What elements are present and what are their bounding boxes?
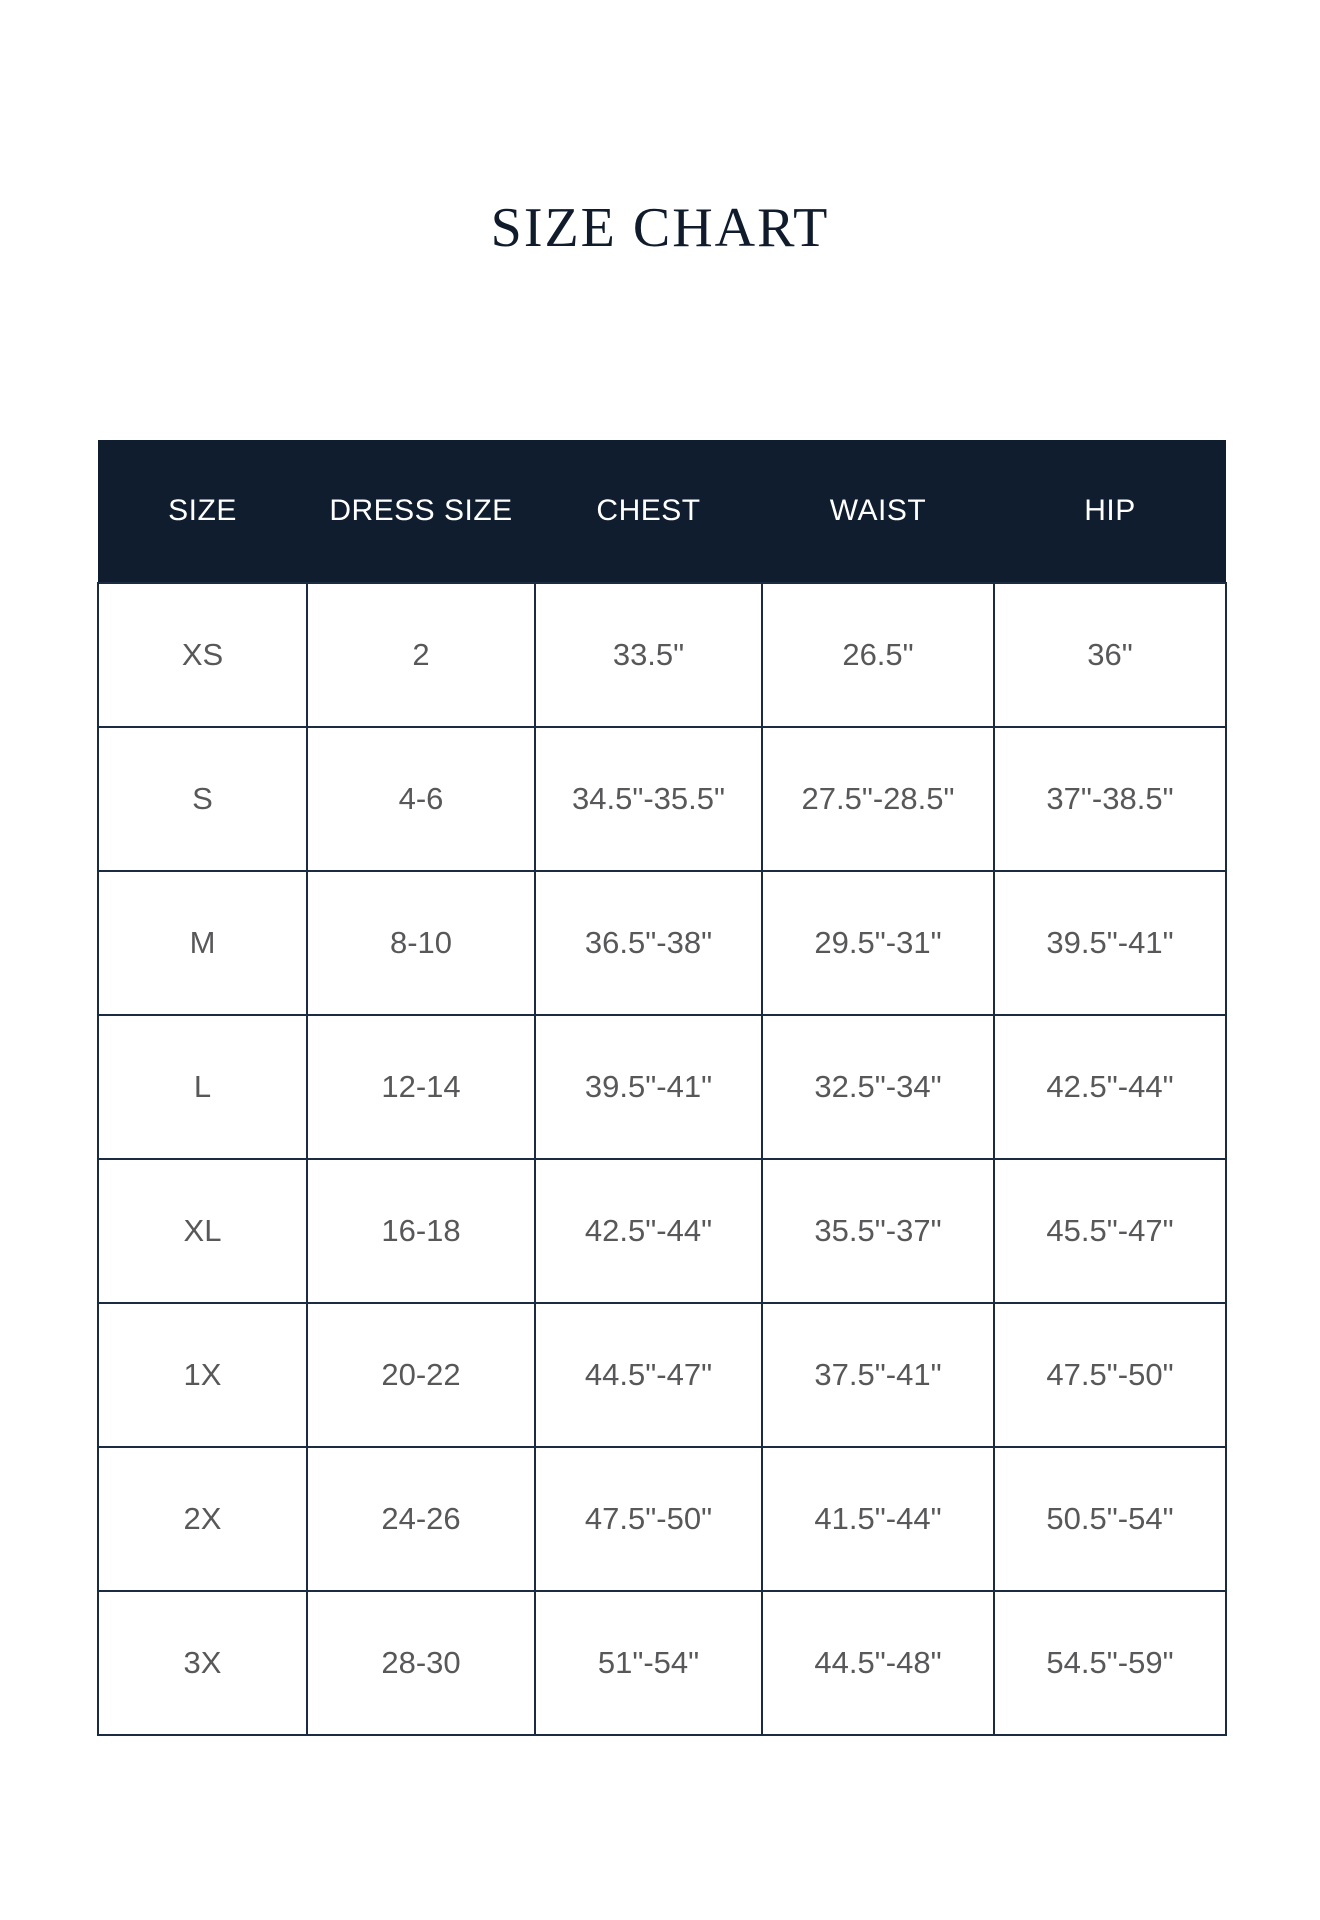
cell-size: S xyxy=(98,727,307,871)
table-header-row xyxy=(98,440,1226,583)
cell-size: XS xyxy=(98,583,307,727)
table-header xyxy=(98,440,1226,583)
cell-hip: 36" xyxy=(994,583,1226,727)
cell-hip: 47.5"-50" xyxy=(994,1303,1226,1447)
cell-dress-size: 8-10 xyxy=(307,871,535,1015)
cell-waist: 32.5"-34" xyxy=(762,1015,994,1159)
cell-chest: 42.5"-44" xyxy=(535,1159,762,1303)
cell-waist: 35.5"-37" xyxy=(762,1159,994,1303)
cell-chest: 34.5"-35.5" xyxy=(535,727,762,871)
table-row xyxy=(98,583,1226,727)
cell-dress-size: 20-22 xyxy=(307,1303,535,1447)
page-title: SIZE CHART xyxy=(490,197,830,259)
cell-size: XL xyxy=(98,1159,307,1303)
table-row xyxy=(98,1303,1226,1447)
cell-waist: 41.5"-44" xyxy=(762,1447,994,1591)
cell-hip: 42.5"-44" xyxy=(994,1015,1226,1159)
cell-dress-size: 2 xyxy=(307,583,535,727)
cell-dress-size: 4-6 xyxy=(307,727,535,871)
size-chart-table xyxy=(97,440,1227,1736)
table-row xyxy=(98,871,1226,1015)
cell-size: L xyxy=(98,1015,307,1159)
column-header-waist: WAIST xyxy=(762,440,994,583)
cell-dress-size: 12-14 xyxy=(307,1015,535,1159)
cell-chest: 39.5"-41" xyxy=(535,1015,762,1159)
cell-chest: 44.5"-47" xyxy=(535,1303,762,1447)
table-row xyxy=(98,1159,1226,1303)
table-body xyxy=(98,583,1226,1735)
cell-dress-size: 16-18 xyxy=(307,1159,535,1303)
table-row xyxy=(98,727,1226,871)
size-chart-table-container xyxy=(97,440,1225,1736)
column-header-chest: CHEST xyxy=(535,440,762,583)
cell-waist: 37.5"-41" xyxy=(762,1303,994,1447)
cell-size: 1X xyxy=(98,1303,307,1447)
cell-size: 3X xyxy=(98,1591,307,1735)
cell-chest: 33.5" xyxy=(535,583,762,727)
cell-waist: 27.5"-28.5" xyxy=(762,727,994,871)
cell-hip: 54.5"-59" xyxy=(994,1591,1226,1735)
column-header-hip: HIP xyxy=(994,440,1226,583)
cell-size: 2X xyxy=(98,1447,307,1591)
column-header-dress-size: DRESS SIZE xyxy=(307,440,535,583)
cell-hip: 37"-38.5" xyxy=(994,727,1226,871)
cell-waist: 44.5"-48" xyxy=(762,1591,994,1735)
table-row xyxy=(98,1591,1226,1735)
table-row xyxy=(98,1015,1226,1159)
cell-size: M xyxy=(98,871,307,1015)
cell-dress-size: 28-30 xyxy=(307,1591,535,1735)
table-row xyxy=(98,1447,1226,1591)
cell-dress-size: 24-26 xyxy=(307,1447,535,1591)
cell-chest: 51"-54" xyxy=(535,1591,762,1735)
cell-waist: 29.5"-31" xyxy=(762,871,994,1015)
cell-hip: 50.5"-54" xyxy=(994,1447,1226,1591)
cell-chest: 47.5"-50" xyxy=(535,1447,762,1591)
cell-chest: 36.5"-38" xyxy=(535,871,762,1015)
column-header-size: SIZE xyxy=(98,440,307,583)
cell-hip: 45.5"-47" xyxy=(994,1159,1226,1303)
cell-hip: 39.5"-41" xyxy=(994,871,1226,1015)
cell-waist: 26.5" xyxy=(762,583,994,727)
